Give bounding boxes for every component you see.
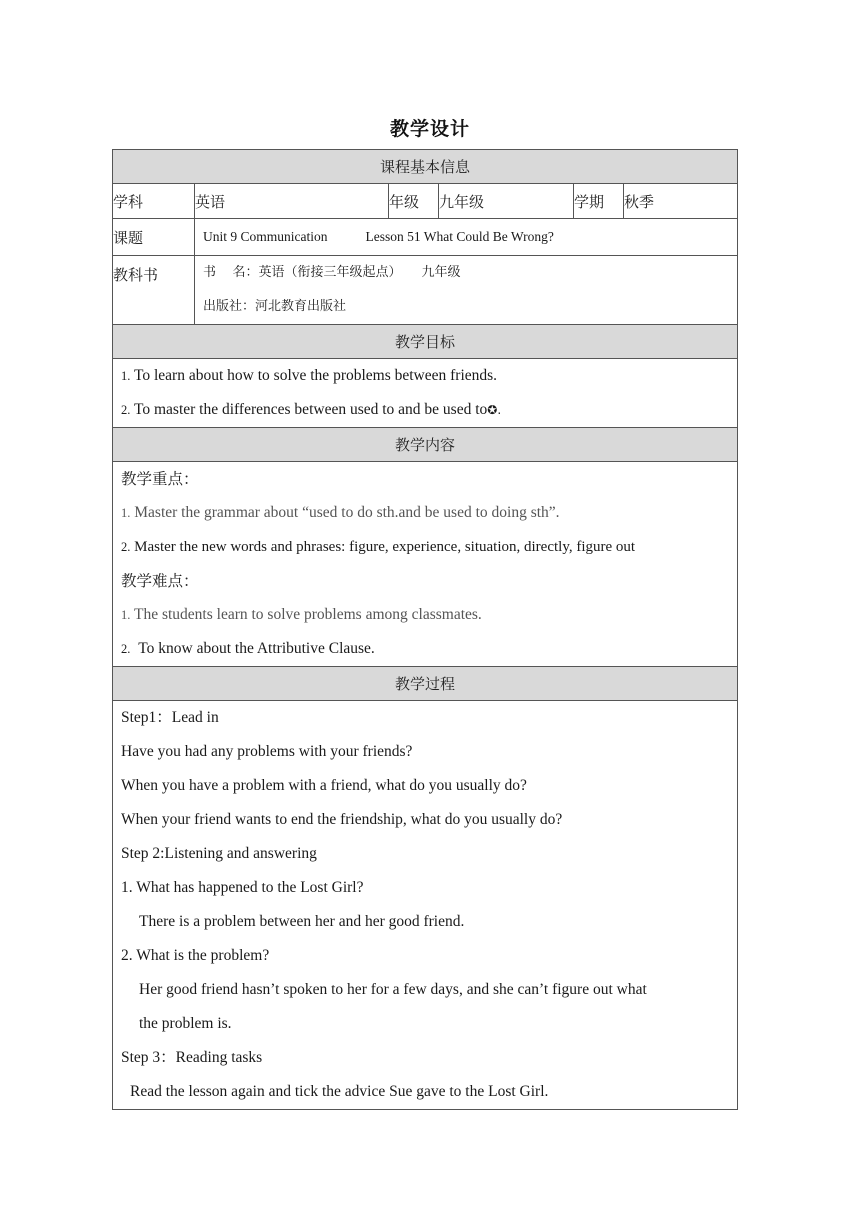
textbook-publisher: 出版社：河北教育出版社 <box>203 299 347 314</box>
textbook-row <box>113 256 738 325</box>
content-body <box>113 462 738 667</box>
key-point-item <box>113 496 737 530</box>
process-body <box>113 701 738 1110</box>
objective-num: 1. <box>121 369 131 383</box>
difficult-point-text: The students learn to solve problems among classmates. <box>133 606 482 623</box>
process-line: 1. What has happened to the Lost Girl? <box>121 879 364 896</box>
objective-num: 2. <box>121 403 131 417</box>
process-header: 教学过程 <box>113 667 738 701</box>
topic-row <box>113 219 738 256</box>
objective-suffix: ✪. <box>487 403 502 417</box>
process-line: Step 2:Listening and answering <box>121 845 317 862</box>
difficult-points-label: 教学难点： <box>121 572 199 590</box>
objective-text: To master the differences between used to and be used to <box>133 401 488 418</box>
subject-row <box>113 184 738 219</box>
objectives-body <box>113 359 738 428</box>
objectives-header-row <box>113 325 738 359</box>
objective-item <box>113 393 737 427</box>
process-line: Have you had any problems with your friends? <box>121 743 413 760</box>
process-line: 2. What is the problem? <box>121 947 270 964</box>
topic-label: 课题 <box>113 219 195 256</box>
objectives-header: 教学目标 <box>113 325 738 359</box>
difficult-point-num: 2. <box>121 642 131 656</box>
textbook-name: 书 名：英语（衔接三年级起点） <box>203 265 402 280</box>
process-line: Step1：Lead in <box>121 709 219 726</box>
basic-info-header: 课程基本信息 <box>113 150 738 184</box>
process-header-row <box>113 667 738 701</box>
key-point-text: Master the grammar about “used to do sth.and be used to doing sth”. <box>134 504 560 521</box>
objective-text: To learn about how to solve the problems between friends. <box>133 367 498 384</box>
subject-value: 英语 <box>195 184 389 219</box>
subject-label: 学科 <box>113 184 195 219</box>
key-point-num: 2. <box>121 540 131 554</box>
topic-unit: Unit 9 Communication <box>203 229 328 244</box>
process-line: Her good friend hasn’t spoken to her for a few days, and she can’t figure out what <box>139 981 647 998</box>
process-line: the problem is. <box>139 1015 232 1032</box>
content-header-row <box>113 428 738 462</box>
key-point-text: Master the new words and phrases: figure, experience, situation, directly, figure out <box>134 539 636 555</box>
term-value: 秋季 <box>624 184 738 219</box>
lesson-plan-table <box>112 149 738 1110</box>
topic-value <box>195 219 738 256</box>
textbook-label: 教科书 <box>113 256 195 325</box>
process-line: When you have a problem with a friend, what do you usually do? <box>121 777 527 794</box>
key-point-num: 1. <box>121 506 131 520</box>
page-title: 教学设计 <box>389 118 470 140</box>
term-label: 学期 <box>574 184 624 219</box>
process-line: There is a problem between her and her good friend. <box>139 913 465 930</box>
process-line: Read the lesson again and tick the advice Sue gave to the Lost Girl. <box>130 1083 549 1100</box>
difficult-point-text: To know about the Attributive Clause. <box>138 640 375 657</box>
process-line: When your friend wants to end the friendship, what do you usually do? <box>121 811 563 828</box>
key-points-label: 教学重点： <box>121 470 199 488</box>
difficult-point-num: 1. <box>121 608 131 622</box>
objectives-row <box>113 359 738 428</box>
process-line: Step 3：Reading tasks <box>121 1049 263 1066</box>
difficult-point-item <box>113 632 737 666</box>
key-point-item <box>113 530 737 564</box>
textbook-value <box>195 256 738 325</box>
basic-info-header-row <box>113 150 738 184</box>
content-header: 教学内容 <box>113 428 738 462</box>
difficult-point-item <box>113 598 737 632</box>
topic-lesson: Lesson 51 What Could Be Wrong? <box>365 229 554 244</box>
grade-value: 九年级 <box>439 184 574 219</box>
process-row <box>113 701 738 1110</box>
objective-item <box>113 359 737 393</box>
textbook-grade: 九年级 <box>421 265 461 280</box>
content-row <box>113 462 738 667</box>
grade-label: 年级 <box>389 184 439 219</box>
